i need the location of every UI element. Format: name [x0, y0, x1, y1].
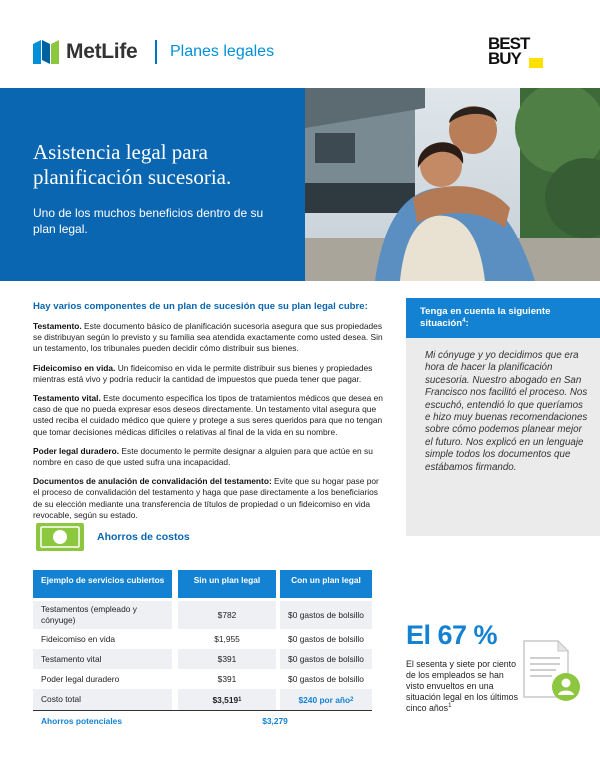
table-row	[33, 629, 372, 649]
header-divider	[155, 40, 157, 64]
table-row-total	[33, 689, 372, 711]
term-label: Testamento.	[33, 321, 82, 331]
product-name: Planes legales	[170, 43, 275, 60]
term-description: Este documento básico de planificación sucesoria asegura que sus propiedades se distribuyan según lo previsto y su familia sea atendida exactamente como usted desea. Sin un testamento, los tribunales pueden decidir cómo distribuir sus bienes.	[33, 321, 383, 354]
footnote-marker: 1	[448, 703, 452, 710]
table-row	[33, 649, 372, 669]
intro-heading: Hay varios componentes de un plan de sucesión que su plan legal cubre:	[33, 301, 368, 312]
paragraph-probate-avoidance	[33, 476, 385, 521]
price-tag-icon	[529, 58, 543, 68]
term-description: Un fideicomiso en vida le permite distribuir sus bienes y propiedades mientras está vivo y podría reducir la cantidad de impuestos que pueda tener que pagar.	[33, 362, 373, 384]
footnote-marker: 4	[462, 317, 466, 324]
hero-photo	[305, 88, 600, 281]
term-description: Evite que su hogar pase por el proceso de convalidación del testamento y haga que pase directamente a los beneficiarios de su elección mediante una transferencia de títulos de propiedad o un fideicomiso en vida revocable, según su estado.	[33, 476, 379, 520]
total-without-plan-cell: $3,519 1	[178, 689, 276, 710]
sidebar-quote-box	[406, 338, 600, 536]
document-person-icon	[518, 635, 584, 705]
main-content	[33, 301, 385, 529]
with-plan-cell: $0 gastos de bolsillo	[280, 601, 372, 629]
term-label: Testamento vital.	[33, 393, 101, 404]
page-header	[0, 0, 600, 88]
partner-logo-line1: BEST	[488, 34, 530, 53]
paragraph-will	[33, 321, 385, 355]
term-description: Este documento le permite designar a alguien para que actúe en su nombre en caso de que usted sufra una incapacidad.	[33, 445, 373, 468]
with-plan-cell: $0 gastos de bolsillo	[288, 634, 364, 644]
total-without-value: $3,519	[212, 694, 239, 705]
service-cell: Fideicomiso en vida	[41, 633, 116, 644]
sidebar-header	[406, 298, 600, 338]
metlife-logo-icon	[33, 40, 59, 64]
total-with-value: $240 por año	[298, 694, 351, 705]
savings-title: Ahorros de costos	[97, 531, 190, 543]
paragraph-living-will	[33, 393, 385, 438]
without-plan-cell: $782	[178, 601, 276, 629]
without-plan-cell: $1,955	[214, 634, 240, 644]
with-plan-cell: $0 gastos de bolsillo	[288, 674, 364, 684]
with-plan-cell: $0 gastos de bolsillo	[280, 649, 372, 669]
service-cell: Poder legal duradero	[41, 673, 120, 684]
stat-description	[406, 659, 518, 714]
potential-savings-label: Ahorros potenciales	[41, 715, 122, 726]
partner-logo	[488, 36, 544, 70]
table-header	[33, 570, 372, 598]
sidebar-heading-colon: :	[465, 318, 469, 329]
table-row-potential-savings	[33, 711, 372, 731]
column-header-with-plan: Con un plan legal	[280, 570, 372, 598]
column-header-without-plan: Sin un plan legal	[178, 570, 276, 598]
term-label: Poder legal duradero.	[33, 445, 120, 456]
service-cell: Testamentos (empleado y cónyuge)	[33, 601, 172, 629]
term-description: Este documento especifica los tipos de tratamientos médicos que desea en caso de que no pueda expresar esos deseos directamente. Un testamento vital asegura que usted reciba el cuidado médico que quiere y protege a sus seres queridos para que no tengan que tomar decisiones médicas difíciles o relativas al final de la vida en su nombre.	[33, 393, 383, 437]
paragraph-power-of-attorney	[33, 446, 385, 468]
savings-table	[33, 570, 372, 731]
term-label: Fideicomiso en vida.	[33, 362, 116, 373]
money-bill-icon	[36, 523, 84, 551]
potential-savings-value: $3,279	[262, 716, 288, 726]
service-cell: Testamento vital	[33, 649, 172, 669]
without-plan-cell: $391	[217, 674, 237, 684]
partner-logo-line2: BUY	[488, 49, 521, 68]
brand-name: MetLife	[66, 40, 138, 63]
table-row	[33, 669, 372, 689]
hero-title: Asistencia legal para planificación sucesoria.	[33, 140, 232, 189]
total-with-plan-cell: $240 por año 2	[280, 689, 372, 710]
hero-subtitle: Uno de los muchos beneficios dentro de su plan legal.	[33, 206, 264, 236]
table-row	[33, 601, 372, 629]
testimonial-quote: Mi cónyuge y yo decidimos que era hora de hacer la planificación sucesoria. Nuestro abogado en San Francisco nos facilitó el proceso. Nos escuchó, entendió lo que queríamos e hizo muy buenas recomendaciones sobre cómo podemos planear mejor el futuro. Nos explicó en un lenguaje simple todos los documentos que estábamos firmando.	[425, 350, 588, 473]
couple-hugging-photo	[305, 88, 600, 281]
column-header-service: Ejemplo de servicios cubiertos	[33, 570, 172, 598]
sidebar-heading-text: Tenga en cuenta la siguiente situación	[420, 306, 551, 329]
without-plan-cell: $391	[178, 649, 276, 669]
total-label-cell: Costo total	[33, 689, 172, 710]
paragraph-living-trust	[33, 363, 385, 385]
sidebar-heading	[420, 306, 590, 330]
stat-description-text: El sesenta y siete por ciento de los empleados se han visto envueltos en una situación legal en los últimos cinco años	[406, 659, 518, 713]
stat-percentage: El 67 %	[406, 620, 498, 650]
term-label: Documentos de anulación de convalidación del testamento:	[33, 476, 272, 487]
